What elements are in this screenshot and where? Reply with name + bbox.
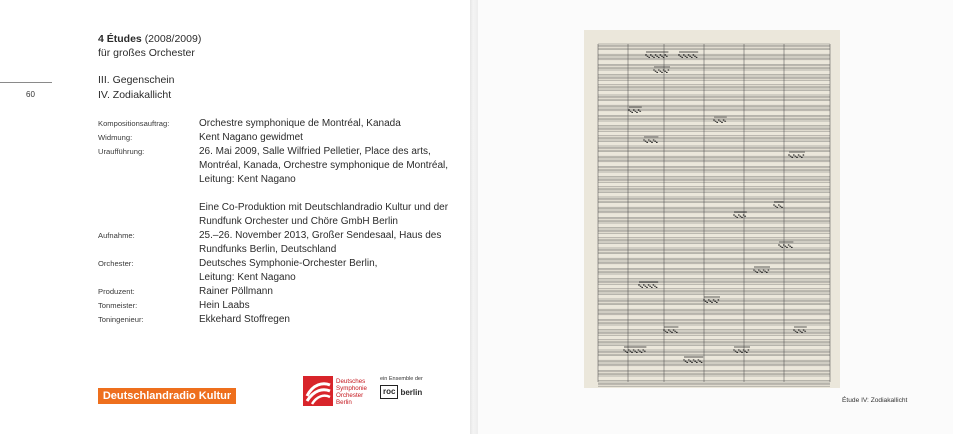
score-note-cluster: [683, 357, 703, 363]
dso-line: Symphonie: [336, 385, 367, 392]
score-caption: Étude IV: Zodiakallicht: [842, 397, 908, 404]
score-staff: [598, 248, 830, 254]
score-notation: [584, 30, 840, 388]
score-staff: [598, 228, 830, 234]
score-staff: [598, 207, 830, 213]
credit-value: Hein Laabs: [199, 300, 250, 311]
credit-value: Rainer Pöllmann: [199, 286, 273, 297]
score-staff: [598, 197, 830, 203]
score-staff: [598, 370, 830, 376]
credit-label: Widmung:: [98, 133, 133, 142]
score-staff: [598, 238, 830, 244]
credit-label: Uraufführung:: [98, 147, 145, 156]
credit-value: Orchestre symphonique de Montréal, Kanada: [199, 118, 401, 129]
score-staff: [598, 319, 830, 325]
score-staff: [598, 279, 830, 285]
score-staff: [598, 360, 830, 366]
credit-value: 25.–26. November 2013, Großer Sendesaal, Haus des: [199, 230, 442, 241]
score-staff: [598, 330, 830, 336]
credit-value: Ekkehard Stoffregen: [199, 314, 290, 325]
movement-item: IV. Zodiakallicht: [98, 89, 172, 101]
left-page: [0, 0, 470, 434]
credit-label: Tonmeister:: [98, 301, 138, 310]
score-staff: [598, 54, 830, 60]
score-staff: [598, 350, 830, 356]
score-note-cluster: [663, 327, 678, 333]
score-staff: [598, 85, 830, 91]
score-staff: [598, 289, 830, 295]
score-note-cluster: [703, 297, 720, 303]
dso-line: Berlin: [336, 399, 352, 406]
score-staff: [598, 309, 830, 315]
score-staff: [598, 381, 830, 387]
book-gutter: [470, 0, 478, 434]
score-staff: [598, 136, 830, 142]
page-number: 60: [26, 90, 35, 99]
credit-label: Aufnahme:: [98, 231, 135, 240]
credit-value: Deutsches Symphonie-Orchester Berlin,: [199, 258, 378, 269]
margin-rule: [0, 82, 52, 83]
roc-city: berlin: [400, 387, 423, 397]
work-name: 4 Études: [98, 33, 142, 45]
credit-value: 26. Mai 2009, Salle Wilfried Pelletier, Place des arts,: [199, 146, 431, 157]
score-staff: [598, 126, 830, 132]
score-staff: [598, 177, 830, 183]
credit-label: Orchester:: [98, 259, 134, 268]
score-note-cluster: [788, 152, 805, 158]
score-staff: [598, 340, 830, 346]
movement-item: III. Gegenschein: [98, 74, 175, 86]
dso-line: Orchester: [336, 392, 364, 399]
credit-value: Leitung: Kent Nagano: [199, 174, 296, 185]
credit-value: Eine Co-Produktion mit Deutschlandradio Kultur und der: [199, 202, 449, 213]
credit-value: Rundfunk Orchester und Chöre GmbH Berlin: [199, 216, 398, 227]
score-staff: [598, 95, 830, 101]
score-note-cluster: [713, 117, 727, 123]
credit-value: Montréal, Kanada, Orchestre symphonique de Montréal,: [199, 160, 449, 171]
dso-logo-mark: [303, 376, 333, 406]
credit-value: Rundfunks Berlin, Deutschland: [199, 244, 337, 255]
movement-list: [98, 73, 174, 103]
work-subtitle: für großes Orchester: [98, 47, 195, 59]
dso-line: Deutsches: [336, 378, 366, 385]
credit-value: Leitung: Kent Nagano: [199, 272, 296, 283]
deutschlandradio-kultur-logo: Deutschlandradio Kultur: [98, 388, 236, 404]
credit-value: Kent Nagano gewidmet: [199, 132, 303, 143]
score-staff: [598, 156, 830, 162]
roc-berlin-logo: [380, 376, 430, 399]
score-staff: [598, 64, 830, 70]
score-staff: [598, 187, 830, 193]
roc-wordmark: [380, 385, 430, 399]
score-staff: [598, 105, 830, 111]
score-staff: [598, 166, 830, 172]
score-staff: [598, 44, 830, 50]
score-staff: [598, 146, 830, 152]
score-note-cluster: [778, 242, 793, 248]
roc-mark: roc: [380, 385, 398, 399]
score-staff: [598, 258, 830, 264]
roc-tagline: ein Ensemble der: [380, 376, 423, 382]
work-years: (2008/2009): [144, 33, 202, 45]
credit-label: Toningenieur:: [98, 315, 144, 324]
credit-label: Kompositionsauftrag:: [98, 119, 170, 128]
score-staff: [598, 75, 830, 81]
dso-logo-text: [336, 378, 367, 406]
score-image: [584, 30, 840, 388]
credit-label: Produzent:: [98, 287, 135, 296]
work-title: [98, 32, 201, 46]
score-note-cluster: [793, 327, 807, 333]
work-title-block: [98, 32, 201, 60]
score-staff: [598, 268, 830, 274]
score-staff: [598, 217, 830, 223]
score-note-cluster: [753, 267, 770, 273]
